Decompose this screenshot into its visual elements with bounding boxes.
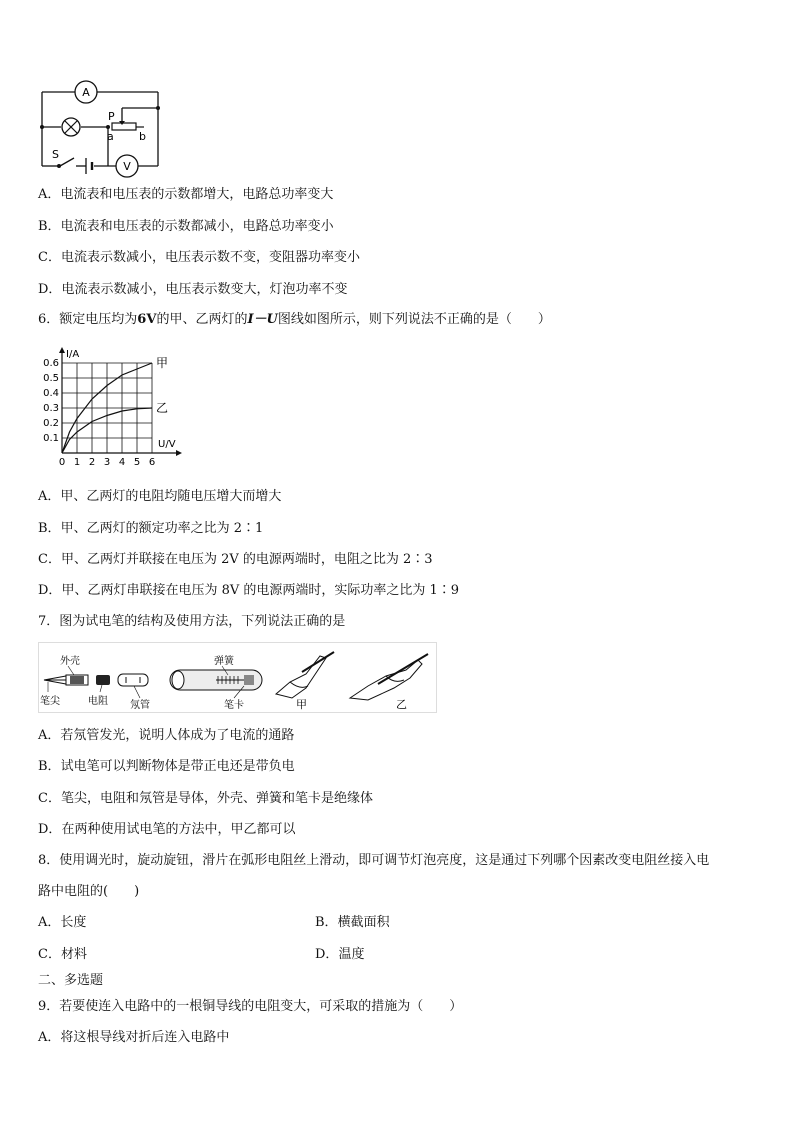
option-text: 电流表和电压表的示数都增大，电路总功率变大 bbox=[60, 187, 334, 202]
option-text: 若氖管发光，说明人体成为了电流的通路 bbox=[60, 728, 295, 743]
stem-text: 若要使连入电路中的一根铜导线的电阻变大，可采取的措施为（ ） bbox=[59, 999, 463, 1014]
stem-text: 使用调光时，旋动旋钮，滑片在弧形电阻丝上滑动，即可调节灯泡亮度，这是通过下列哪个因素改变电阻丝接入电 bbox=[59, 853, 710, 868]
option-text: 将这根导线对折后连入电路中 bbox=[60, 1030, 230, 1045]
option-text: 电流表示数减小，电压表示数变大，灯泡功率不变 bbox=[61, 282, 348, 297]
label-neon: 氖管 bbox=[130, 700, 150, 711]
option-text: 试电笔可以判断物体是带正电还是带负电 bbox=[60, 759, 295, 774]
option-text: 电流表和电压表的示数都减小，电路总功率变小 bbox=[60, 219, 334, 234]
option-text: 甲、乙两灯并联接在电压为 2V 的电源两端时，电阻之比为 2∶3 bbox=[60, 552, 433, 567]
slider-label: P bbox=[108, 110, 115, 123]
stem-part: 图线如图所示，则下列说法不正确的是（ ） bbox=[277, 312, 551, 327]
x-tick-label: 3 bbox=[103, 457, 111, 468]
q6-stem bbox=[38, 311, 551, 329]
x-tick-label: 1 bbox=[73, 457, 81, 468]
test-pen-figure bbox=[38, 642, 438, 714]
y-axis-label: I/A bbox=[66, 349, 80, 360]
question-number: 7． bbox=[38, 614, 60, 629]
q5-option-b[interactable] bbox=[38, 218, 334, 236]
option-letter: A． bbox=[38, 489, 61, 504]
q6-option-c[interactable] bbox=[38, 551, 433, 569]
label-spring: 弹簧 bbox=[214, 656, 234, 667]
voltmeter-label: V bbox=[123, 160, 131, 173]
q8-option-c[interactable] bbox=[38, 946, 87, 964]
option-letter: C． bbox=[38, 250, 61, 265]
q9-option-a[interactable] bbox=[38, 1029, 229, 1047]
q9-stem bbox=[38, 998, 462, 1016]
question-number: 6． bbox=[38, 312, 60, 327]
q7-option-a[interactable] bbox=[38, 727, 294, 745]
option-letter: D． bbox=[38, 282, 62, 297]
q8-option-b[interactable] bbox=[315, 914, 390, 932]
option-letter: B． bbox=[38, 219, 61, 234]
q7-option-d[interactable] bbox=[38, 821, 295, 839]
option-letter: A． bbox=[38, 728, 61, 743]
q7-option-b[interactable] bbox=[38, 758, 295, 776]
y-tick-label: 0.3 bbox=[43, 403, 59, 414]
ammeter-label: A bbox=[82, 86, 90, 99]
label-jia: 甲 bbox=[296, 698, 307, 711]
q8-option-a[interactable] bbox=[38, 914, 86, 932]
option-text: 横截面积 bbox=[337, 915, 390, 930]
series-label: 乙 bbox=[156, 401, 169, 415]
x-tick-label: 4 bbox=[118, 457, 126, 468]
q5-option-c[interactable] bbox=[38, 249, 360, 267]
option-text: 在两种使用试电笔的方法中，甲乙都可以 bbox=[61, 822, 296, 837]
x-tick-label: 6 bbox=[148, 457, 156, 468]
option-text: 温度 bbox=[338, 947, 365, 962]
y-tick-label: 0.4 bbox=[43, 388, 59, 399]
stem-text: 图为试电笔的结构及使用方法，下列说法正确的是 bbox=[59, 614, 346, 629]
section-heading: 二、多选题 bbox=[38, 973, 104, 988]
label-clip: 笔卡 bbox=[224, 700, 244, 711]
iu-chart bbox=[38, 340, 188, 470]
q6-option-d[interactable] bbox=[38, 582, 459, 600]
series-label: 甲 bbox=[156, 356, 169, 370]
option-text: 笔尖，电阻和氖管是导体，外壳、弹簧和笔卡是绝缘体 bbox=[60, 791, 373, 806]
option-letter: D． bbox=[38, 822, 62, 837]
label-yi: 乙 bbox=[396, 698, 407, 711]
x-tick-label: 0 bbox=[58, 457, 66, 468]
q6-option-b[interactable] bbox=[38, 520, 263, 538]
option-text: 电流表示数减小，电压表示数不变，变阻器功率变小 bbox=[60, 250, 360, 265]
y-tick-label: 0.2 bbox=[43, 418, 59, 429]
q5-option-d[interactable] bbox=[38, 281, 347, 299]
option-letter: D． bbox=[315, 947, 339, 962]
option-text: 甲、乙两灯的额定功率之比为 2∶1 bbox=[60, 521, 264, 536]
x-tick-label: 2 bbox=[88, 457, 96, 468]
rheostat-symbol bbox=[112, 123, 136, 130]
option-text: 甲、乙两灯的电阻均随电压增大而增大 bbox=[60, 489, 282, 504]
question-number: 8． bbox=[38, 853, 60, 868]
option-letter: B． bbox=[315, 915, 338, 930]
y-tick-label: 0.5 bbox=[43, 373, 59, 384]
option-letter: C． bbox=[38, 947, 61, 962]
x-tick-label: 5 bbox=[133, 457, 141, 468]
stem-part: 的甲、乙两灯的 bbox=[156, 312, 248, 327]
stem-iu: I－U bbox=[247, 312, 278, 327]
stem-part: 额定电压均为 bbox=[59, 312, 138, 327]
option-letter: A． bbox=[38, 915, 61, 930]
end-b-label: b bbox=[139, 130, 146, 143]
option-letter: B． bbox=[38, 521, 61, 536]
q6-option-a[interactable] bbox=[38, 488, 281, 506]
option-letter: C． bbox=[38, 552, 61, 567]
y-tick-label: 0.6 bbox=[43, 358, 59, 369]
label-shell: 外壳 bbox=[60, 656, 80, 667]
option-text: 材料 bbox=[60, 947, 87, 962]
circuit-diagram bbox=[36, 78, 166, 178]
option-text: 长度 bbox=[60, 915, 87, 930]
x-axis-arrow bbox=[176, 450, 182, 456]
question-number: 9． bbox=[38, 999, 60, 1014]
end-a-label: a bbox=[107, 130, 114, 143]
option-letter: C． bbox=[38, 791, 61, 806]
switch-label: S bbox=[52, 148, 59, 161]
option-letter: A． bbox=[38, 1030, 61, 1045]
stem-text: 路中电阻的( ) bbox=[38, 884, 140, 899]
q5-option-a[interactable] bbox=[38, 186, 333, 204]
q7-option-c[interactable] bbox=[38, 790, 373, 808]
option-letter: D． bbox=[38, 583, 62, 598]
q8-stem-line1 bbox=[38, 852, 709, 870]
y-tick-label: 0.1 bbox=[43, 433, 59, 444]
x-axis-label: U/V bbox=[158, 439, 176, 450]
q7-stem bbox=[38, 613, 345, 631]
q8-option-d[interactable] bbox=[315, 946, 364, 964]
stem-voltage: 6V bbox=[137, 312, 157, 327]
option-letter: A． bbox=[38, 187, 61, 202]
q8-stem-line2 bbox=[38, 883, 139, 901]
label-resistor: 电阻 bbox=[88, 696, 108, 707]
option-text: 甲、乙两灯串联接在电压为 8V 的电源两端时，实际功率之比为 1∶9 bbox=[61, 583, 460, 598]
label-tip: 笔尖 bbox=[40, 696, 60, 707]
option-letter: B． bbox=[38, 759, 61, 774]
y-axis-arrow bbox=[59, 347, 65, 353]
